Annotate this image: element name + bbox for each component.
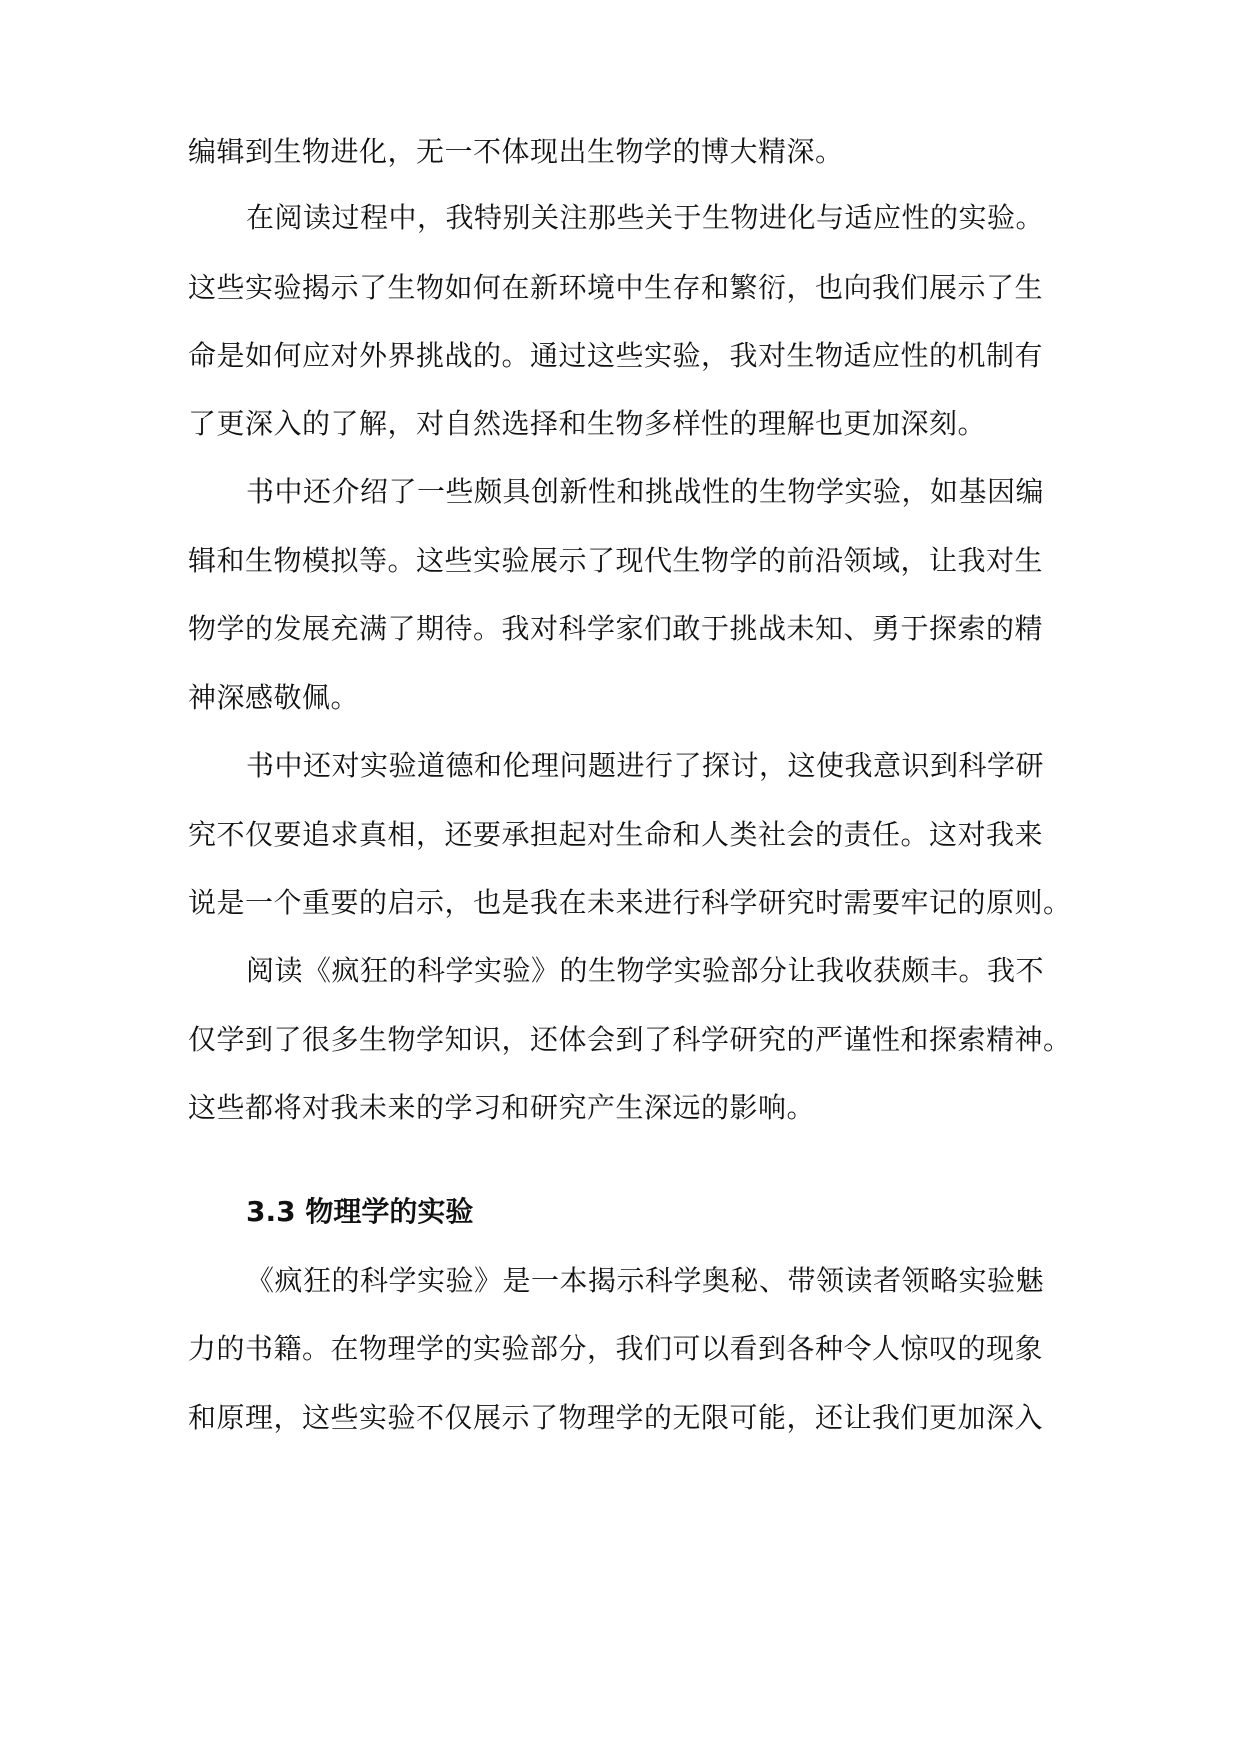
paragraph-line: 这些都将对我未来的学习和研究产生深远的影响。 (188, 1091, 816, 1124)
paragraph-line: 了更深入的了解，对自然选择和生物多样性的理解也更加深刻。 (188, 407, 987, 440)
paragraph-line: 说是一个重要的启示，也是我在未来进行科学研究时需要牢记的原则。 (188, 886, 1072, 919)
paragraph-line: 编辑到生物进化，无一不体现出生物学的博大精深。 (188, 135, 844, 168)
paragraph-line: 究不仅要追求真相，还要承担起对生命和人类社会的责任。这对我来 (188, 818, 1044, 851)
paragraph-line: 书中还介绍了一些颇具创新性和挑战性的生物学实验，如基因编 (246, 475, 1045, 508)
paragraph-line: 物学的发展充满了期待。我对科学家们敢于挑战未知、勇于探索的精 (188, 612, 1044, 645)
paragraph-line: 力的书籍。在物理学的实验部分，我们可以看到各种令人惊叹的现象 (188, 1332, 1044, 1365)
paragraph-line: 神深感敬佩。 (188, 681, 360, 714)
paragraph-line: 这些实验揭示了生物如何在新环境中生存和繁衍，也向我们展示了生 (188, 271, 1044, 304)
paragraph-line: 和原理，这些实验不仅展示了物理学的无限可能，还让我们更加深入 (188, 1401, 1044, 1434)
paragraph-line: 书中还对实验道德和伦理问题进行了探讨，这使我意识到科学研 (246, 749, 1045, 782)
paragraph-line: 在阅读过程中，我特别关注那些关于生物进化与适应性的实验。 (246, 201, 1045, 234)
paragraph-line: 仅学到了很多生物学知识，还体会到了科学研究的严谨性和探索精神。 (188, 1023, 1072, 1056)
paragraph-line: 命是如何应对外界挑战的。通过这些实验，我对生物适应性的机制有 (188, 339, 1044, 372)
paragraph-line: 辑和生物模拟等。这些实验展示了现代生物学的前沿领域，让我对生 (188, 544, 1044, 577)
section-heading: 3.3 物理学的实验 (246, 1195, 474, 1228)
paragraph-line: 阅读《疯狂的科学实验》的生物学实验部分让我收获颇丰。我不 (246, 954, 1045, 987)
paragraph-line: 《疯狂的科学实验》是一本揭示科学奥秘、带领读者领略实验魅 (246, 1264, 1045, 1297)
